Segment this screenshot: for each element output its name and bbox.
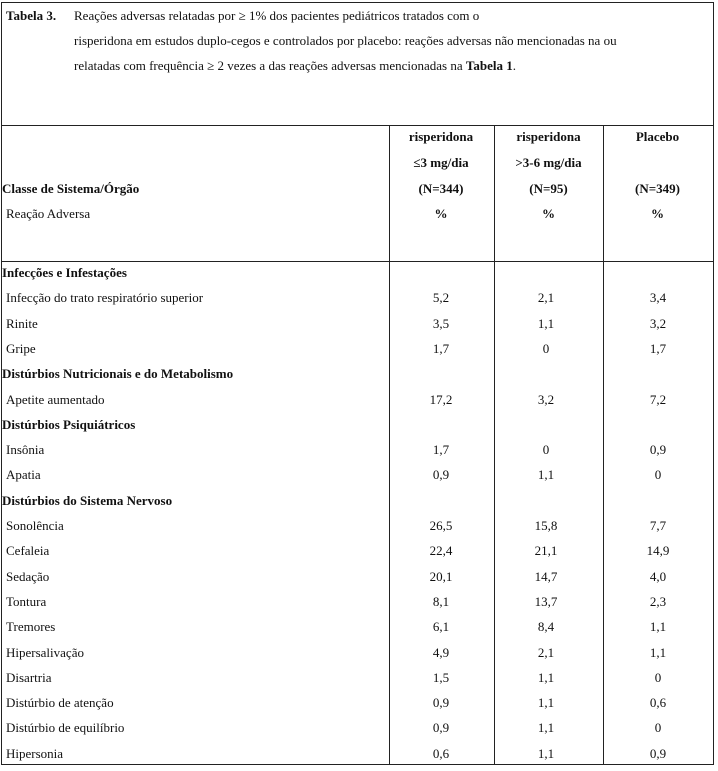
reaction-label: Tontura <box>6 593 47 609</box>
section-label: Distúrbios do Sistema Nervoso <box>2 492 173 508</box>
cell-value-col3: 7,2 <box>649 391 667 407</box>
cell-value-col3: 0,6 <box>649 695 667 711</box>
cell-value-col1: 1,7 <box>432 442 450 458</box>
caption-table-reference: Tabela 1 <box>465 58 513 73</box>
col2-header-dose: >3-6 mg/dia <box>515 155 582 170</box>
section-row <box>2 265 713 290</box>
table-row <box>2 569 713 594</box>
reaction-label: Distúrbio de atenção <box>6 695 114 711</box>
cell-value-col1: 5,2 <box>432 290 450 306</box>
cell-value-col2: 2,1 <box>537 290 555 306</box>
reaction-label: Hipersalivação <box>6 644 84 660</box>
section-label: Distúrbios Nutricionais e do Metabolismo <box>2 366 234 382</box>
cell-value-col1: 20,1 <box>429 568 453 584</box>
cell-value-col3: 0 <box>654 669 662 685</box>
table-number: Tabela 3. <box>6 8 57 23</box>
cell-value-col3: 2,3 <box>649 593 667 609</box>
section-label: Infecções e Infestações <box>2 265 127 280</box>
cell-value-col1: 3,5 <box>432 315 450 331</box>
table-row <box>2 290 713 315</box>
col2-header-unit: % <box>542 206 555 221</box>
reaction-label: Disartria <box>6 669 52 685</box>
reaction-label: Sedação <box>6 568 50 584</box>
table-row <box>2 645 713 670</box>
reaction-label: Insônia <box>6 442 45 458</box>
table-row <box>2 316 713 341</box>
cell-value-col1: 26,5 <box>429 518 453 533</box>
cell-value-col1: 22,4 <box>429 543 453 559</box>
cell-value-col2: 3,2 <box>537 391 555 407</box>
cell-value-col1: 17,2 <box>429 391 453 407</box>
reaction-label: Rinite <box>6 315 38 331</box>
cell-value-col1: 0,9 <box>432 695 450 711</box>
reaction-label: Hipersonia <box>6 745 64 761</box>
col1-header-name: risperidona <box>408 129 474 144</box>
caption-line-3 <box>74 58 516 74</box>
cell-value-col2: 21,1 <box>534 543 558 559</box>
section-row <box>2 366 713 391</box>
cell-value-col3: 3,4 <box>649 290 667 306</box>
reaction-label: Distúrbio de equilíbrio <box>6 720 125 736</box>
cell-value-col2: 13,7 <box>534 593 558 609</box>
cell-value-col2: 8,4 <box>537 619 555 635</box>
reaction-label: Tremores <box>6 619 56 635</box>
cell-value-col3: 1,1 <box>649 644 667 660</box>
cell-value-col3: 14,9 <box>646 543 670 559</box>
reaction-label: Infecção do trato respiratório superior <box>6 290 204 306</box>
cell-value-col2: 1,1 <box>537 695 555 711</box>
caption-line-3-text: relatadas com frequência ≥ 2 vezes a das reações adversas mencionadas na <box>74 58 466 73</box>
reaction-label: Cefaleia <box>6 543 50 559</box>
cell-value-col2: 2,1 <box>537 644 555 660</box>
table-row <box>2 720 713 745</box>
cell-value-col1: 0,9 <box>432 467 450 483</box>
section-row <box>2 493 713 518</box>
cell-value-col2: 14,7 <box>534 568 558 584</box>
header-separator <box>2 261 713 262</box>
table-row <box>2 518 713 543</box>
cell-value-col2: 1,1 <box>537 315 555 331</box>
cell-value-col2: 1,1 <box>537 669 555 685</box>
section-label: Distúrbios Psiquiátricos <box>2 416 136 432</box>
cell-value-col1: 0,6 <box>432 745 450 761</box>
cell-value-col3: 0,9 <box>649 442 667 458</box>
cell-value-col1: 6,1 <box>432 619 450 635</box>
table-caption <box>2 3 713 126</box>
col2-header-name: risperidona <box>516 129 581 144</box>
cell-value-col3: 1,1 <box>649 619 667 635</box>
col3-header-n: (N=349) <box>635 181 680 196</box>
col3-header-unit: % <box>651 206 664 221</box>
col1-header-unit: % <box>434 206 448 221</box>
col3-header-name: Placebo <box>635 129 680 144</box>
cell-value-col1: 0,9 <box>432 720 450 736</box>
cell-value-col2: 1,1 <box>537 745 555 761</box>
system-organ-class-header: Classe de Sistema/Órgão <box>2 181 140 196</box>
table-row <box>2 746 713 771</box>
table-row <box>2 594 713 619</box>
table-row <box>2 392 713 417</box>
reaction-label: Apetite aumentado <box>6 391 105 407</box>
adverse-reactions-table <box>1 2 714 765</box>
cell-value-col3: 3,2 <box>649 315 667 331</box>
cell-value-col2: 15,8 <box>534 518 558 533</box>
reaction-label: Gripe <box>6 340 36 356</box>
table-row <box>2 341 713 366</box>
table-row <box>2 619 713 644</box>
cell-value-col2: 0 <box>542 340 550 356</box>
cell-value-col3: 7,7 <box>649 518 667 533</box>
caption-line-1: Reações adversas relatadas por ≥ 1% dos pacientes pediátricos tratados com o <box>74 8 480 23</box>
cell-value-col3: 1,7 <box>649 340 667 356</box>
col1-header-n: (N=344) <box>418 181 464 196</box>
caption-line-3-end: . <box>512 58 516 73</box>
cell-value-col1: 1,7 <box>432 340 450 356</box>
col1-header-dose: ≤3 mg/dia <box>413 155 469 170</box>
cell-value-col3: 0 <box>654 720 662 736</box>
cell-value-col2: 1,1 <box>537 467 555 483</box>
cell-value-col1: 1,5 <box>432 669 450 685</box>
table-row <box>2 543 713 568</box>
col2-header-n: (N=95) <box>529 181 568 196</box>
table-row <box>2 467 713 492</box>
cell-value-col2: 1,1 <box>537 720 555 736</box>
section-row <box>2 417 713 442</box>
reaction-label: Apatia <box>6 467 41 483</box>
cell-value-col3: 0,9 <box>649 745 667 761</box>
cell-value-col1: 8,1 <box>432 593 450 609</box>
cell-value-col3: 4,0 <box>649 568 667 584</box>
cell-value-col1: 4,9 <box>432 644 450 660</box>
caption-line-2: risperidona em estudos duplo-cegos e controlados por placebo: reações adversas não mencionadas na ou <box>74 33 617 48</box>
adverse-reaction-header: Reação Adversa <box>6 206 91 221</box>
table-row <box>2 670 713 695</box>
table-row <box>2 695 713 720</box>
cell-value-col3: 0 <box>654 467 662 483</box>
cell-value-col2: 0 <box>542 442 550 458</box>
table-row <box>2 442 713 467</box>
reaction-label: Sonolência <box>6 518 64 533</box>
